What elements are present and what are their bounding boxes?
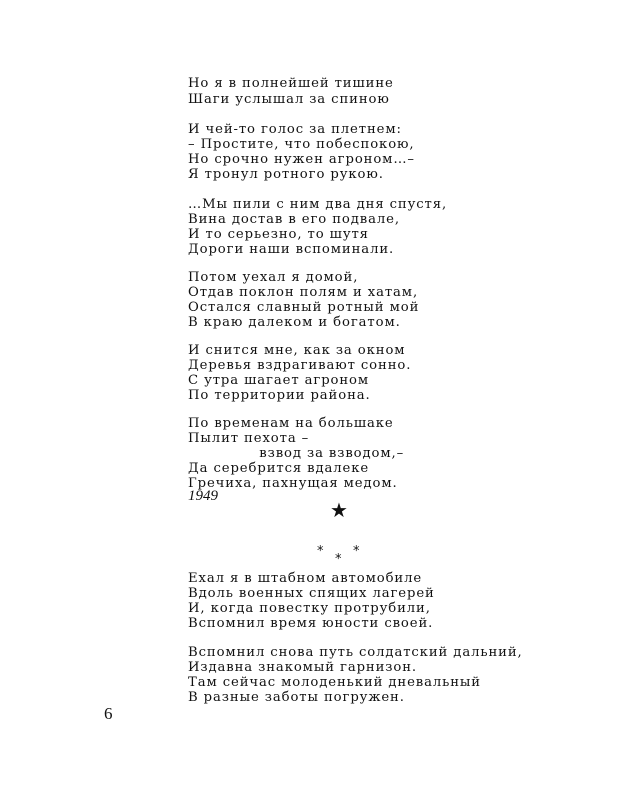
poem-line: Дороги наши вспоминали. xyxy=(188,242,395,257)
poem-line: Потом уехал я домой, xyxy=(188,270,359,285)
poem-line: По временам на большаке xyxy=(188,416,394,431)
poem-line: Ехал я в штабном автомобиле xyxy=(188,571,423,586)
poem-line: По территории района. xyxy=(188,388,371,403)
asterisk-icon: * xyxy=(317,544,324,559)
poem-line: В разные заботы погружен. xyxy=(188,690,405,705)
poem-line: Деревья вздрагивают сонно. xyxy=(188,358,412,373)
poem-line: Пылит пехота – xyxy=(188,431,310,446)
poem-line: Но я в полнейшей тишине xyxy=(188,76,394,91)
poem-line: И чей-то голос за плетнем: xyxy=(188,122,402,137)
poem-line: Гречиха, пахнущая медом. xyxy=(188,476,398,491)
poem-line: Да серебрится вдалеке xyxy=(188,461,370,476)
poem-line: – Простите, что побеспокою, xyxy=(188,137,415,152)
poem-line: Я тронул ротного рукою. xyxy=(188,167,384,182)
poem-line: Вина достав в его подвале, xyxy=(188,212,400,227)
poem-line: И снится мне, как за окном xyxy=(188,343,406,358)
poem-line: Остался славный ротный мой xyxy=(188,300,420,315)
poem-line: Вспомнил снова путь солдатский дальний, xyxy=(188,645,523,660)
poem-line: С утра шагает агроном xyxy=(188,373,370,388)
poem-line: И, когда повестку протрубили, xyxy=(188,601,431,616)
poem-line: Вдоль военных спящих лагерей xyxy=(188,586,435,601)
poem-line: …Мы пили с ним два дня спустя, xyxy=(188,197,448,212)
star-separator-icon: ★ xyxy=(330,498,348,522)
poem-line: Отдав поклон полям и хатам, xyxy=(188,285,419,300)
poem-line: И то серьезно, то шутя xyxy=(188,227,369,242)
poem-line: Но срочно нужен агроном…– xyxy=(188,152,415,167)
poem-line: Вспомнил время юности своей. xyxy=(188,616,434,631)
poem-line: В краю далеком и богатом. xyxy=(188,315,401,330)
poem-line: Шаги услышал за спиною xyxy=(188,92,390,107)
page-number: 6 xyxy=(104,704,113,723)
poem-year: 1949 xyxy=(188,488,218,504)
asterisk-icon: * xyxy=(353,544,360,559)
poem-line: взвод за взводом,– xyxy=(188,446,405,461)
asterisk-icon: * xyxy=(335,552,342,567)
poem-line: Там сейчас молоденький дневальный xyxy=(188,675,481,690)
poem-line: Издавна знакомый гарнизон. xyxy=(188,660,418,675)
